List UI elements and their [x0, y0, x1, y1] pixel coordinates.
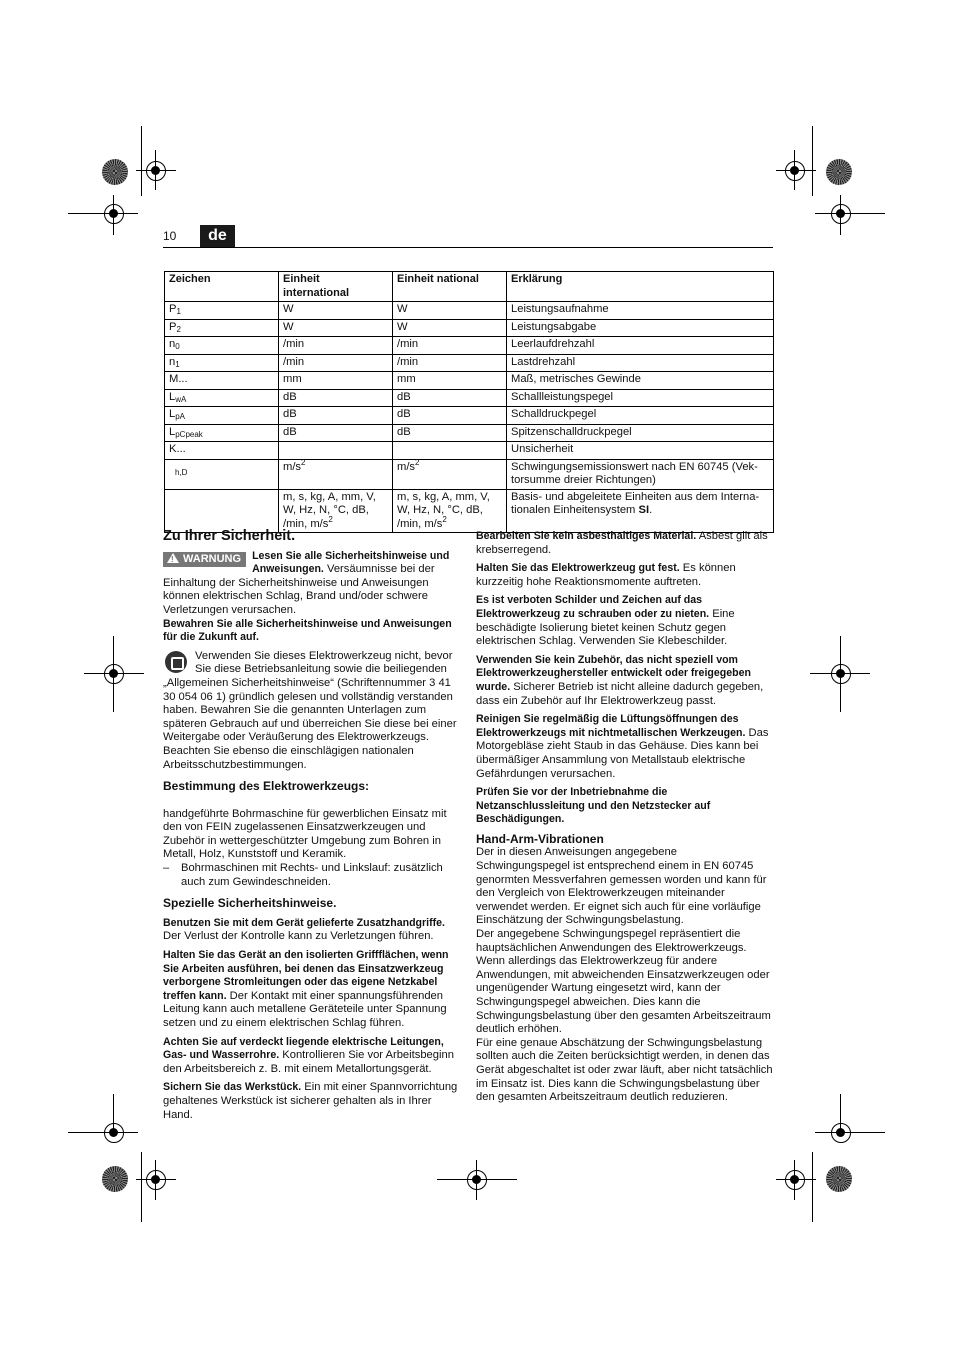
unit-international-cell: /min — [279, 337, 393, 355]
symbol-subscript: 2 — [176, 324, 181, 334]
header-rule — [163, 247, 773, 248]
unit-international-cell — [279, 442, 393, 460]
si-abbreviation: SI — [638, 504, 650, 516]
safety-item: Halten Sie das Elektrowerkzeug gut fest. Es können kurzzeitig hohe Reaktionsmomente auftreten. — [476, 562, 736, 588]
explanation-cell: Lastdrehzahl — [507, 354, 774, 372]
registration-mark-icon — [831, 204, 851, 224]
read-manual-paragraph: Verwenden Sie dieses Elektrowerkzeug nicht, bevor Sie diese Betriebsanleitung sowie die beiliegenden „Allgemeinen Sicherheitshinweise“ (Schriftennummer 3 41 30 054 06 1) gründlich gelesen und vollständig verstanden haben. Bewahren Sie die genannten Unterlagen zum späteren Gebrauch auf und überreichen Sie diese bei einer Weitergabe oder Veräußerung des Elektrowerkzeugs. — [163, 649, 457, 744]
registration-mark-icon — [785, 161, 805, 181]
warning-paragraph: !WARNUNG Lesen Sie alle Sicherheitshinweise und Anweisungen. Versäumnisse bei der Einhaltung der Sicherheitshinweise und Anweisungen können elektrischen Schlag, Brand und/oder schwere Verletzungen verursachen. — [163, 550, 459, 618]
unit-international-cell: m, s, kg, A, mm, V, W, Hz, N, °C, dB, /min, $m/s^2$ — [279, 489, 393, 533]
explanation-cell: Basis- und abgeleitete Einheiten aus dem Interna-tionalen Einheitensystem SI. — [507, 489, 774, 533]
column-header: Zeichen — [165, 272, 279, 302]
unit-superscript: 2 — [442, 514, 447, 524]
purpose-heading: Bestimmung des Elektrowerkzeugs: — [163, 779, 370, 794]
explanation-cell: Maß, metrisches Gewinde — [507, 372, 774, 390]
safety-item: Es ist verboten Schilder und Zeichen auf das Elektrowerkzeug zu schrauben oder zu nieten. Eine beschädigte Isolierung bietet keinen Schutz gegen elektrischen Schlag. Verwenden Sie Klebeschilder. — [476, 594, 735, 648]
section-title: Zu Ihrer Sicherheit. — [163, 528, 296, 544]
unit-international-cell: /min — [279, 354, 393, 372]
safety-item: Sichern Sie das Werkstück. Ein mit einer Spannvorrichtung gehaltenes Werkstück ist sicherer gehalten als in Ihrer Hand. — [163, 1081, 458, 1121]
explanation-cell: Schalldruckpegel — [507, 407, 774, 425]
registration-mark-icon — [467, 1170, 487, 1190]
unit-national-cell: mm — [393, 372, 507, 390]
unit-national-cell — [393, 442, 507, 460]
column-header: Einheit international — [279, 272, 393, 302]
unit-national-cell: /min — [393, 354, 507, 372]
warning-badge: !WARNUNG — [163, 552, 246, 568]
right-column — [476, 530, 773, 1105]
unit-national-cell: dB — [393, 389, 507, 407]
symbol-cell: $L_{wA}$ — [165, 389, 279, 407]
symbol-subscript: pCpeak — [175, 429, 203, 439]
symbol-cell: M... — [165, 372, 279, 390]
explanation-cell: Spitzenschalldruckpegel — [507, 424, 774, 442]
unit-international-cell: mm — [279, 372, 393, 390]
registration-mark-icon — [831, 664, 851, 684]
explanation-cell: Leerlaufdrehzahl — [507, 337, 774, 355]
explanation-cell: Schwingungsemissionswert nach EN 60745 (Vek-torsumme dreier Richtungen) — [507, 459, 774, 489]
color-target-icon — [826, 1166, 852, 1192]
vibration-paragraph: Für eine genaue Abschätzung der Schwingungsbelastung sollten auch die Zeiten berücksichtigt werden, in denen das Gerät abgeschaltet ist oder zwar läuft, aber nicht tatsächlich im Einsatz ist. Dies kann die Schwingungsbelastung über den gesamten Arbeitszeitraum deutlich reduzieren. — [476, 1036, 773, 1104]
table-row — [165, 337, 774, 355]
unit-superscript: 2 — [415, 457, 420, 467]
symbol-subscript: 1 — [175, 359, 180, 369]
registration-mark-icon — [785, 1170, 805, 1190]
symbol-cell: $n_1$ — [165, 354, 279, 372]
unit-superscript: 2 — [328, 514, 333, 524]
safety-item: Bearbeiten Sie kein asbesthaltiges Material. Asbest gilt als krebserregend. — [476, 530, 768, 556]
special-heading: Spezielle Sicherheitshinweise. — [163, 896, 337, 911]
registration-mark-icon — [104, 664, 124, 684]
unit-international-cell: dB — [279, 424, 393, 442]
vibration-paragraph: Der angegebene Schwingungspegel repräsentiert die hauptsächlichen Anwendungen des Elektrowerkzeugs. Wenn allerdings das Elektrowerkzeug für andere Anwendungen, mit abweichenden Einsatzwerkzeugen oder ungenügender Wartung eingesetzt wird, kann der Schwingungspegel abweichen. Dies kann die Schwingungsbelastung über den gesamten Arbeitszeitraum deutlich erhöhen. — [476, 928, 771, 1036]
unit-national-cell: dB — [393, 407, 507, 425]
symbol-subscript: wA — [175, 394, 187, 404]
symbol-subscript: 1 — [176, 307, 181, 316]
explanation-cell: Leistungsaufnahme — [507, 302, 774, 320]
unit-international-cell: W — [279, 319, 393, 337]
column-header: Erklärung — [507, 272, 774, 302]
symbol-cell: $n_0$ — [165, 337, 279, 355]
symbol-cell: K... — [165, 442, 279, 460]
table-row — [165, 319, 774, 337]
symbol-subscript: pA — [175, 412, 186, 421]
unit-national-cell: /min — [393, 337, 507, 355]
unit-international-cell: dB — [279, 389, 393, 407]
safety-item: Prüfen Sie vor der Inbetriebnahme die Netzanschlussleitung und den Netzstecker auf Beschädigungen. — [476, 786, 711, 826]
unit-national-cell: m, s, kg, A, mm, V, W, Hz, N, °C, dB, /min, $m/s^2$ — [393, 489, 507, 533]
registration-mark-icon — [104, 204, 124, 224]
registration-mark-icon — [831, 1123, 851, 1143]
color-target-icon — [102, 159, 128, 185]
unit-international-cell: dB — [279, 407, 393, 425]
list-item: – Bohrmaschinen mit Rechts- und Linkslauf: zusätzlich auch zum Gewindeschneiden. — [163, 862, 443, 888]
color-target-icon — [102, 1166, 128, 1192]
table-row — [165, 372, 774, 390]
symbol-cell: $L_{pCpeak}$ — [165, 424, 279, 442]
page-number: 10 — [163, 229, 177, 243]
table-row — [165, 389, 774, 407]
symbol-subscript: 0 — [175, 342, 180, 351]
safety-item: Halten Sie das Gerät an den isolierten Griffflächen, wenn Sie Arbeiten ausführen, bei denen das Einsatzwerkzeug verborgene Stromleitungen oder das eigene Netzkabel treffen kann. Der Kontakt mit einer spannungsführenden Leitung kann auch metallene Geräteteile unter Spannung setzen und zu einem elektrischen Schlag führen. — [163, 949, 449, 1029]
column-header: Einheit national — [393, 272, 507, 302]
unit-international-cell: W — [279, 302, 393, 320]
table-row — [165, 354, 774, 372]
registration-mark-icon — [146, 161, 166, 181]
unit-national-cell: W — [393, 319, 507, 337]
table-header-row — [165, 272, 774, 302]
explanation-cell: Unsicherheit — [507, 442, 774, 460]
table-row — [165, 424, 774, 442]
purpose-paragraph: handgeführte Bohrmaschine für gewerblichen Einsatz mit den von FEIN zugelassenen Einsatzwerkzeugen und Zubehör in wettergeschützter Umgebung zum Bohren in Metall, Holz, Kunststoff und Keramik. — [163, 807, 447, 861]
symbol-cell — [165, 489, 279, 533]
table-row — [165, 407, 774, 425]
unit-national-cell: dB — [393, 424, 507, 442]
table-row — [165, 442, 774, 460]
table-row — [165, 302, 774, 320]
vibration-heading: Hand-Arm-Vibrationen — [476, 831, 604, 846]
warning-triangle-icon — [167, 553, 179, 563]
unit-international-cell: $m/s^2$ — [279, 459, 393, 489]
regulations-paragraph: Beachten Sie ebenso die einschlägigen nationalen Arbeitsschutzbestimmungen. — [163, 744, 414, 771]
registration-mark-icon — [104, 1123, 124, 1143]
symbol-cell: h,D — [165, 459, 279, 489]
table-row — [165, 459, 774, 489]
safety-item: Reinigen Sie regelmäßig die Lüftungsöffnungen des Elektrowerkzeugs mit nichtmetallischen Werkzeugen. Das Motorgebläse zieht Staub in das Gehäuse. Dies kann bei übermäßiger Ansammlung von Metallstaub elektrische Gefährdungen verursachen. — [476, 713, 769, 780]
vibration-paragraph: Der in diesen Anweisungen angegebene Schwingungspegel ist entsprechend einem in EN 60745 genormten Messverfahren gemessen worden und kann für den Vergleich von Elektrowerkzeugen miteinander verwendet werden. Er eignet sich auch für eine vorläufige Einschätzung der Schwingungsbelastung. — [476, 846, 767, 927]
safety-item: Achten Sie auf verdeckt liegende elektrische Leitungen, Gas- und Wasserrohre. Kontrollieren Sie vor Arbeitsbeginn den Arbeitsbereich z. B. mit einem Metallortungsgerät. — [163, 1035, 454, 1075]
symbol-cell: $L_{pA}$ — [165, 407, 279, 425]
color-target-icon — [826, 159, 852, 185]
table-row — [165, 489, 774, 533]
read-manual-icon — [165, 651, 187, 673]
symbol-cell: $P_2$ — [165, 319, 279, 337]
explanation-cell: Leistungsabgabe — [507, 319, 774, 337]
symbols-table — [164, 271, 774, 533]
registration-mark-icon — [146, 1170, 166, 1190]
explanation-cell: Schallleistungspegel — [507, 389, 774, 407]
unit-superscript: 2 — [301, 457, 306, 467]
left-column — [163, 530, 459, 1127]
symbol-cell: $P_1$ — [165, 302, 279, 320]
safety-item: Verwenden Sie kein Zubehör, das nicht speziell vom Elektrowerkzeughersteller entwickelt oder freigegeben wurde. Sicherer Betrieb ist nicht alleine dadurch gegeben, dass ein Zubehör auf Ihr Elektrowerkzeug passt. — [476, 653, 764, 707]
unit-national-cell: W — [393, 302, 507, 320]
language-badge: de — [200, 225, 235, 247]
keep-instructions: Bewahren Sie alle Sicherheitshinweise und Anweisungen für die Zukunft auf. — [163, 617, 452, 644]
safety-item: Benutzen Sie mit dem Gerät gelieferte Zusatzhandgriffe. Der Verlust der Kontrolle kann zu Verletzungen führen. — [163, 916, 445, 943]
unit-national-cell: $m/s^2$ — [393, 459, 507, 489]
